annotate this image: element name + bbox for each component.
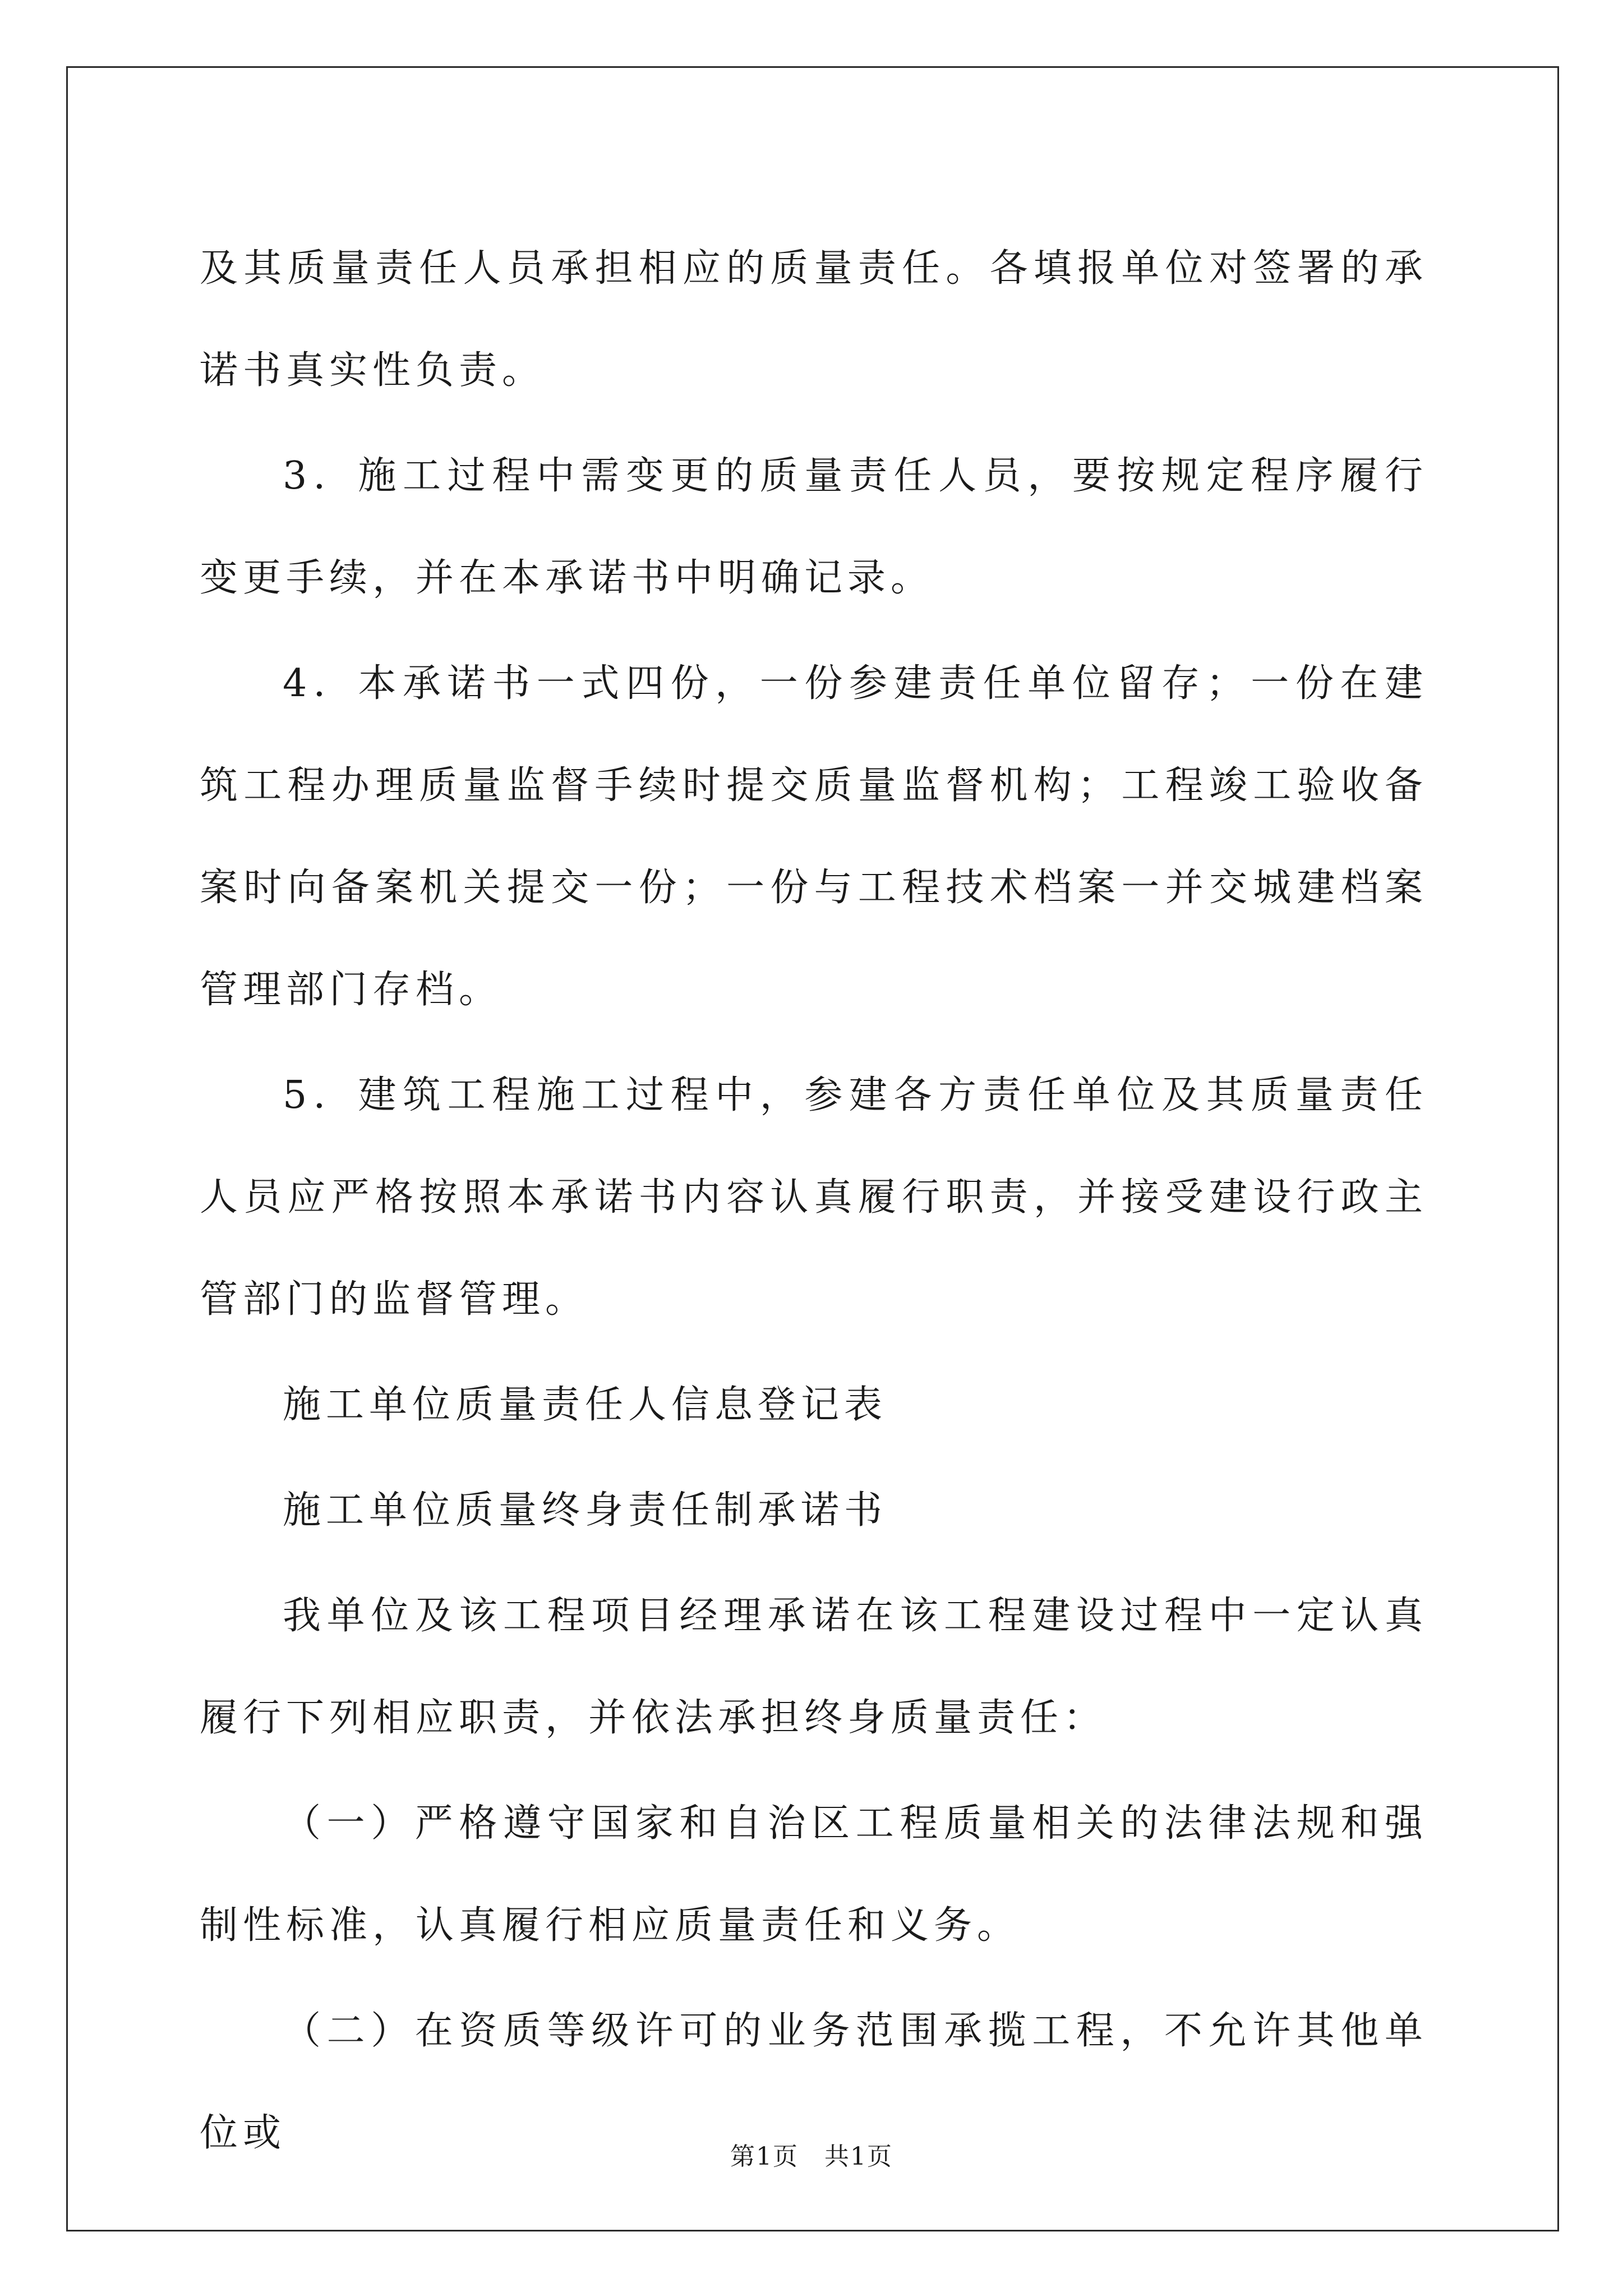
document-body	[200, 218, 1428, 2188]
page-number: 第1页 共1页	[730, 2142, 893, 2171]
paragraph-clause-2: （二）在资质等级许可的业务范围承揽工程，不允许其他单位或	[200, 2009, 1428, 2155]
paragraph-1: 及其质量责任人员承担相应的质量责任。各填报单位对签署的承诺书真实性负责。	[200, 246, 1428, 393]
paragraph-commitment-intro: 我单位及该工程项目经理承诺在该工程建设过程中一定认真履行下列相应职责，并依法承担终身质量责任：	[200, 1594, 1428, 1740]
paragraph-item-3: 3．施工过程中需变更的质量责任人员，要按规定程序履行变更手续，并在本承诺书中明确记录。	[200, 454, 1428, 600]
section-heading-registration-form: 施工单位质量责任人信息登记表	[283, 1383, 888, 1427]
section-heading-commitment-letter: 施工单位质量终身责任制承诺书	[283, 1488, 888, 1533]
paragraph-clause-1: （一）严格遵守国家和自治区工程质量相关的法律法规和强制性标准，认真履行相应质量责任和义务。	[200, 1801, 1428, 1948]
paragraph-item-5: 5．建筑工程施工过程中，参建各方责任单位及其质量责任人员应严格按照本承诺书内容认真履行职责，并接受建设行政主管部门的监督管理。	[200, 1073, 1428, 1322]
paragraph-item-4: 4．本承诺书一式四份，一份参建责任单位留存；一份在建筑工程办理质量监督手续时提交质量监督机构；工程竣工验收备案时向备案机关提交一份；一份与工程技术档案一并交城建档案管理部门存档。	[200, 661, 1428, 1012]
